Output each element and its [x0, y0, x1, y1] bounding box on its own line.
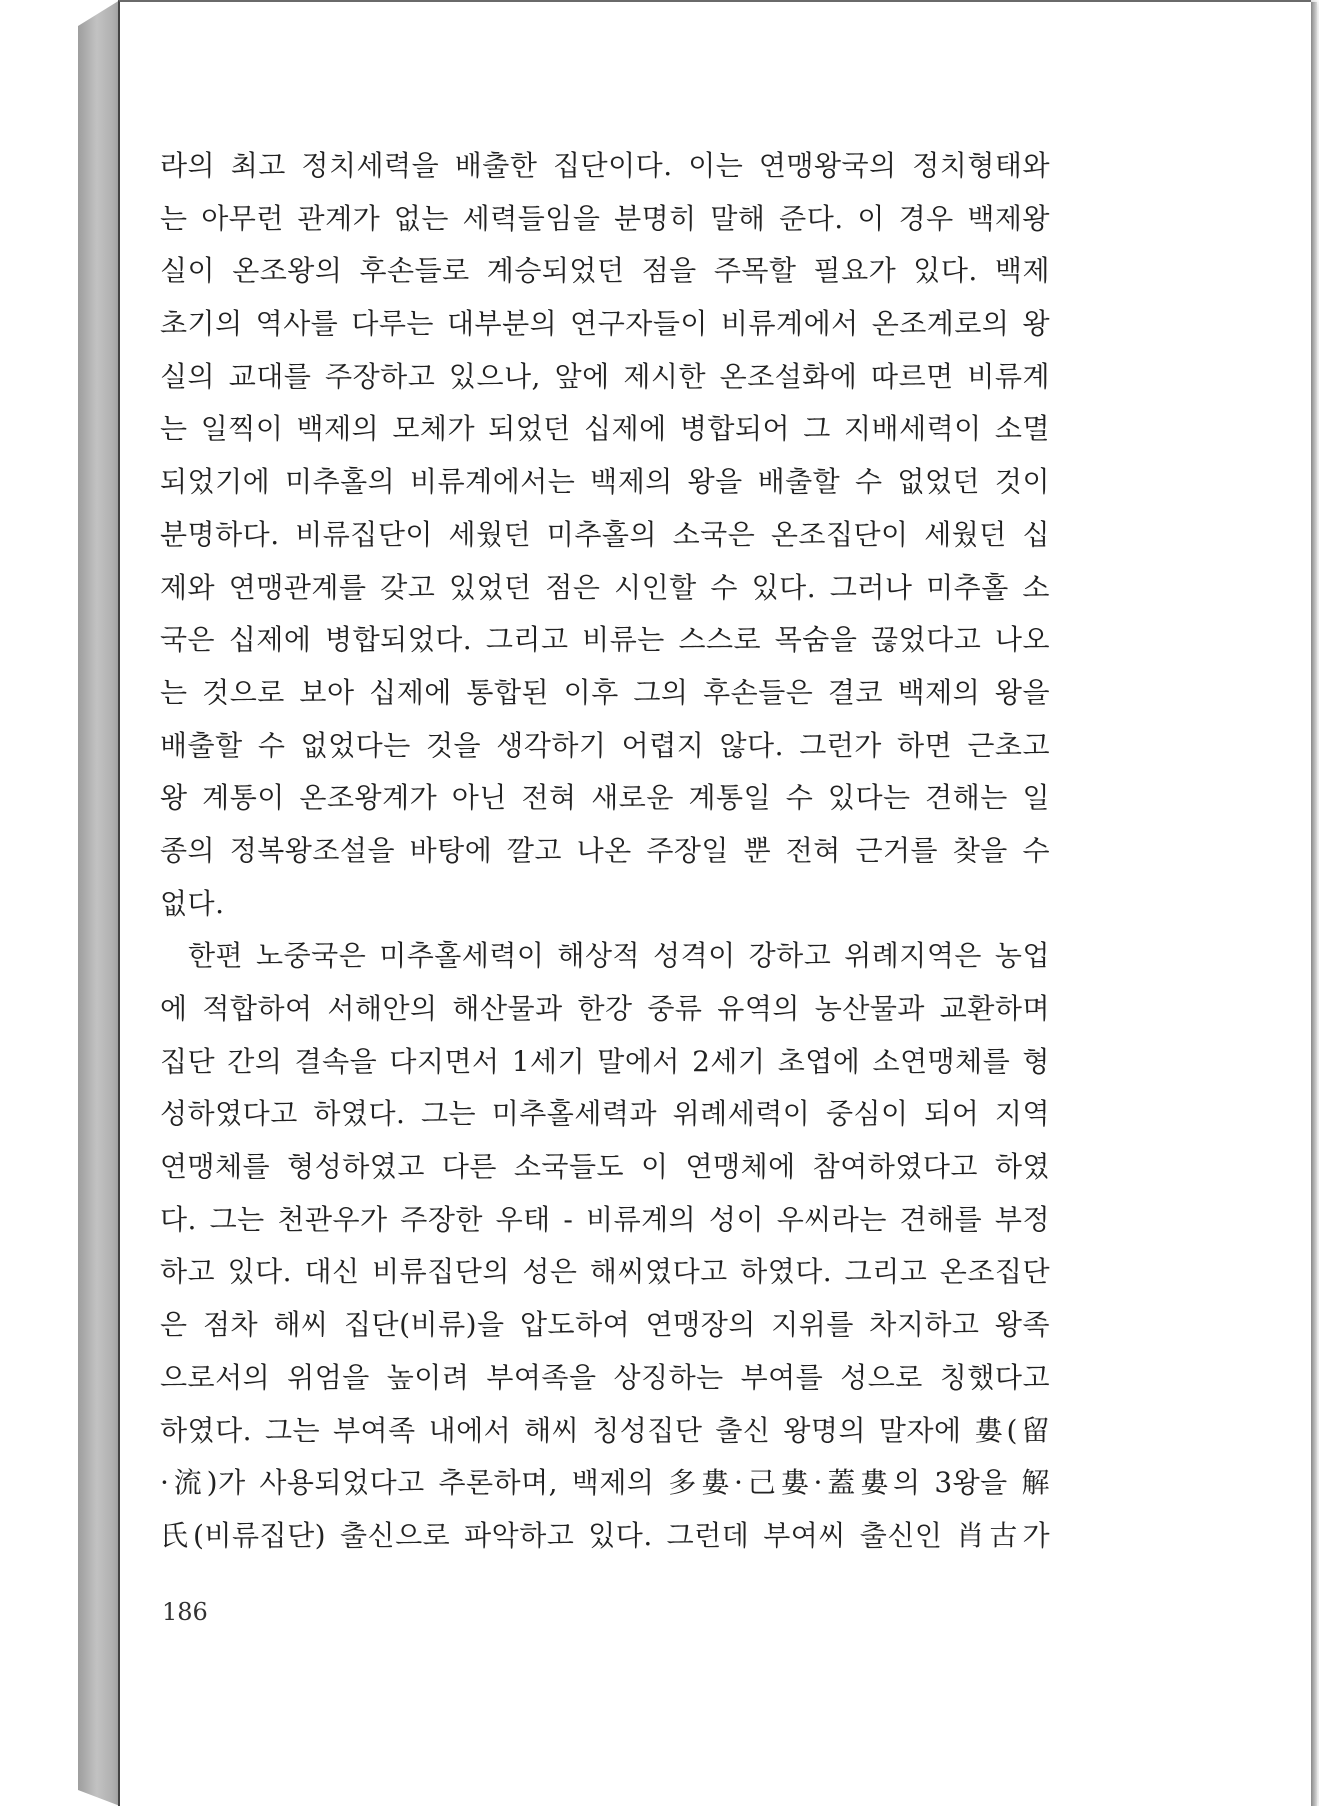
text-line: 집단 간의 결속을 다지면서 1세기 말에서 2세기 초엽에 소연맹체를 형 — [160, 1044, 1050, 1078]
page-body-text — [160, 140, 1050, 1563]
text-line: 실이 온조왕의 후손들로 계승되었던 점을 주목할 필요가 있다. 백제 — [160, 254, 1050, 288]
text-line: 라의 최고 정치세력을 배출한 집단이다. 이는 연맹왕국의 정치형태와 — [160, 149, 1050, 182]
text-line: 은 점차 해씨 집단(비류)을 압도하여 연맹장의 지위를 차지하고 왕족 — [160, 1308, 1050, 1342]
text-line: 연맹체를 형성하였고 다른 소국들도 이 연맹체에 참여하였다고 하였 — [160, 1150, 1050, 1184]
text-line: 배출할 수 없었다는 것을 생각하기 어렵지 않다. 그런가 하면 근초고 — [160, 728, 1050, 762]
text-line: 성하였다고 하였다. 그는 미추홀세력과 위례세력이 중심이 되어 지역 — [160, 1097, 1050, 1131]
text-line: 실의 교대를 주장하고 있으나, 앞에 제시한 온조설화에 따르면 비류계 — [160, 359, 1050, 393]
book-spine-edge — [78, 0, 120, 1806]
text-line: 분명하다. 비류집단이 세웠던 미추홀의 소국은 온조집단이 세웠던 십 — [160, 517, 1050, 551]
text-line: 한편 노중국은 미추홀세력이 해상적 성격이 강하고 위례지역은 농업 — [188, 939, 1050, 973]
text-line: 하고 있다. 대신 비류집단의 성은 해씨였다고 하였다. 그리고 온조집단 — [160, 1255, 1050, 1289]
text-line: 에 적합하여 서해안의 해산물과 한강 중류 유역의 농산물과 교환하며 — [160, 992, 1050, 1025]
paragraph-1 — [160, 140, 1050, 930]
text-line: 氏(비류집단) 출신으로 파악하고 있다. 그런데 부여씨 출신인 肖古가 — [160, 1518, 1050, 1552]
paragraph-2 — [160, 930, 1050, 1562]
text-line: 제와 연맹관계를 갖고 있었던 점은 시인할 수 있다. 그러나 미추홀 소 — [160, 570, 1050, 604]
text-line: 는 것으로 보아 십제에 통합된 이후 그의 후손들은 결코 백제의 왕을 — [160, 675, 1050, 709]
text-line: 초기의 역사를 다루는 대부분의 연구자들이 비류계에서 온조계로의 왕 — [160, 307, 1050, 341]
text-line: 는 아무런 관계가 없는 세력들임을 분명히 말해 준다. 이 경우 백제왕 — [160, 201, 1050, 235]
text-line: 없다. — [160, 886, 225, 920]
text-line: 되었기에 미추홀의 비류계에서는 백제의 왕을 배출할 수 없었던 것이 — [160, 465, 1050, 499]
text-line: 종의 정복왕조설을 바탕에 깔고 나온 주장일 뿐 전혀 근거를 찾을 수 — [160, 833, 1050, 867]
text-line: 는 일찍이 백제의 모체가 되었던 십제에 병합되어 그 지배세력이 소멸 — [160, 412, 1050, 446]
text-line: ·流)가 사용되었다고 추론하며, 백제의 多婁·己婁·蓋婁의 3왕을 解 — [160, 1466, 1050, 1500]
text-line: 으로서의 위엄을 높이려 부여족을 상징하는 부여를 성으로 칭했다고 — [160, 1360, 1050, 1394]
text-line: 하였다. 그는 부여족 내에서 해씨 칭성집단 출신 왕명의 말자에 婁(留 — [160, 1413, 1050, 1447]
text-line: 다. 그는 천관우가 주장한 우태 - 비류계의 성이 우씨라는 견해를 부정 — [160, 1202, 1050, 1236]
page-number: 186 — [162, 1598, 208, 1626]
page-edge — [1311, 2, 1317, 1806]
text-line: 왕 계통이 온조왕계가 아닌 전혀 새로운 계통일 수 있다는 견해는 일 — [160, 781, 1050, 815]
text-line: 국은 십제에 병합되었다. 그리고 비류는 스스로 목숨을 끊었다고 나오 — [160, 623, 1050, 657]
